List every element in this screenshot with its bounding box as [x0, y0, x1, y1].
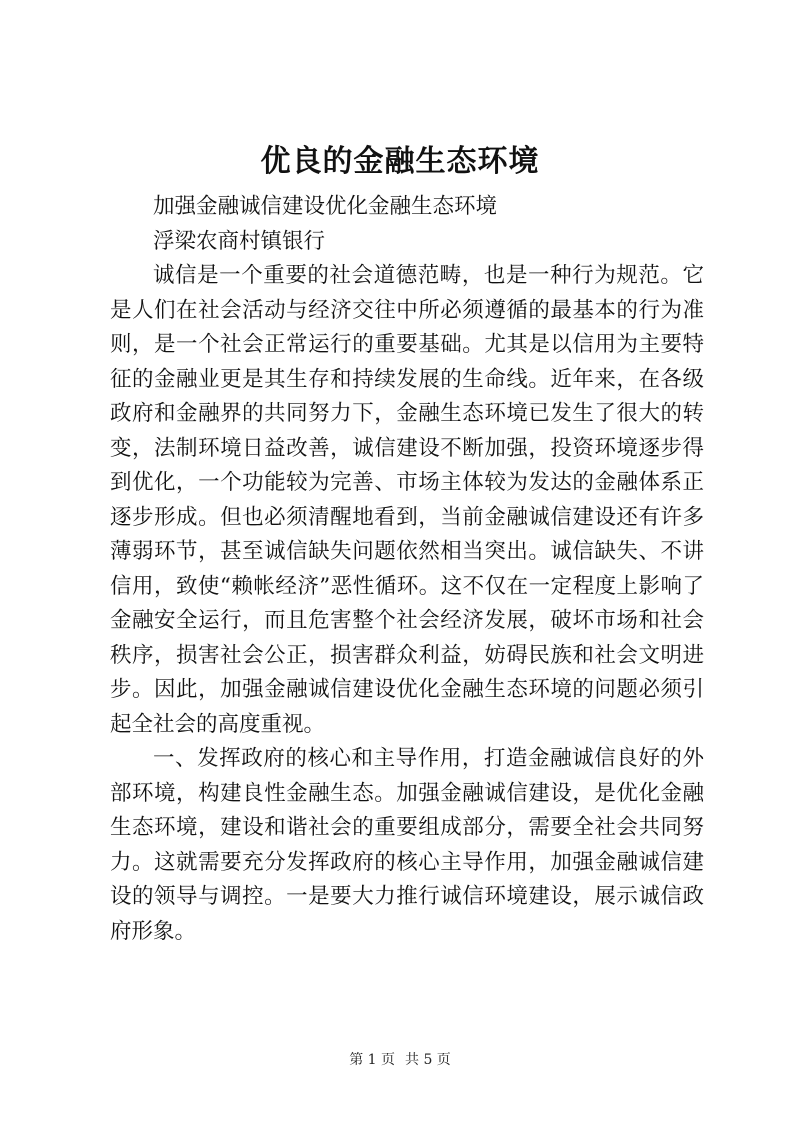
author-paragraph: 浮梁农商村镇银行	[153, 228, 326, 254]
document-title: 优良的金融生态环境	[260, 144, 540, 179]
page-footer	[0, 1050, 800, 1070]
subtitle-paragraph: 加强金融诚信建设优化金融生态环境	[153, 194, 498, 219]
page-total: 共 5 页	[405, 1052, 451, 1068]
page-number: 第 1 页	[349, 1052, 395, 1068]
body-paragraph: 诚信是一个重要的社会道德范畴，也是一种行为规范。它是人们在社会活动与经济交往中所必须遵循的最基本的行为准则，是一个社会正常运行的重要基础。尤其是以信用为主要特征的金融业更是其生存和持续发展的生命线。近年来，在各级政府和金融界的共同努力下，金融生态环境已发生了很大的转变，法制环境日益改善，诚信建设不断加强，投资环境逐步得到优化，一个功能较为完善、市场主体较为发达的金融体系正逐步形成。但也必须清醒地看到，当前金融诚信建设还有许多薄弱环节，甚至诚信缺失问题依然相当突出。诚信缺失、不讲信用，致使“赖帐经济”恶性循环。这不仅在一定程度上影响了金融安全运行，而且危害整个社会经济发展，破坏市场和社会秩序，损害社会公正，损害群众利益，妨碍民族和社会文明进步。因此，加强金融诚信建设优化金融生态环境的问题必须引起全社会的高度重视。	[110, 263, 704, 737]
document-body	[110, 190, 704, 949]
body-paragraph: 一、发挥政府的核心和主导作用，打造金融诚信良好的外部环境，构建良性金融生态。加强金融诚信建设，是优化金融生态环境，建设和谐社会的重要组成部分，需要全社会共同努力。这就需要充分发挥政府的核心主导作用，加强金融诚信建设的领导与调控。一是要大力推行诚信环境建设，展示诚信政府形象。	[110, 746, 704, 944]
